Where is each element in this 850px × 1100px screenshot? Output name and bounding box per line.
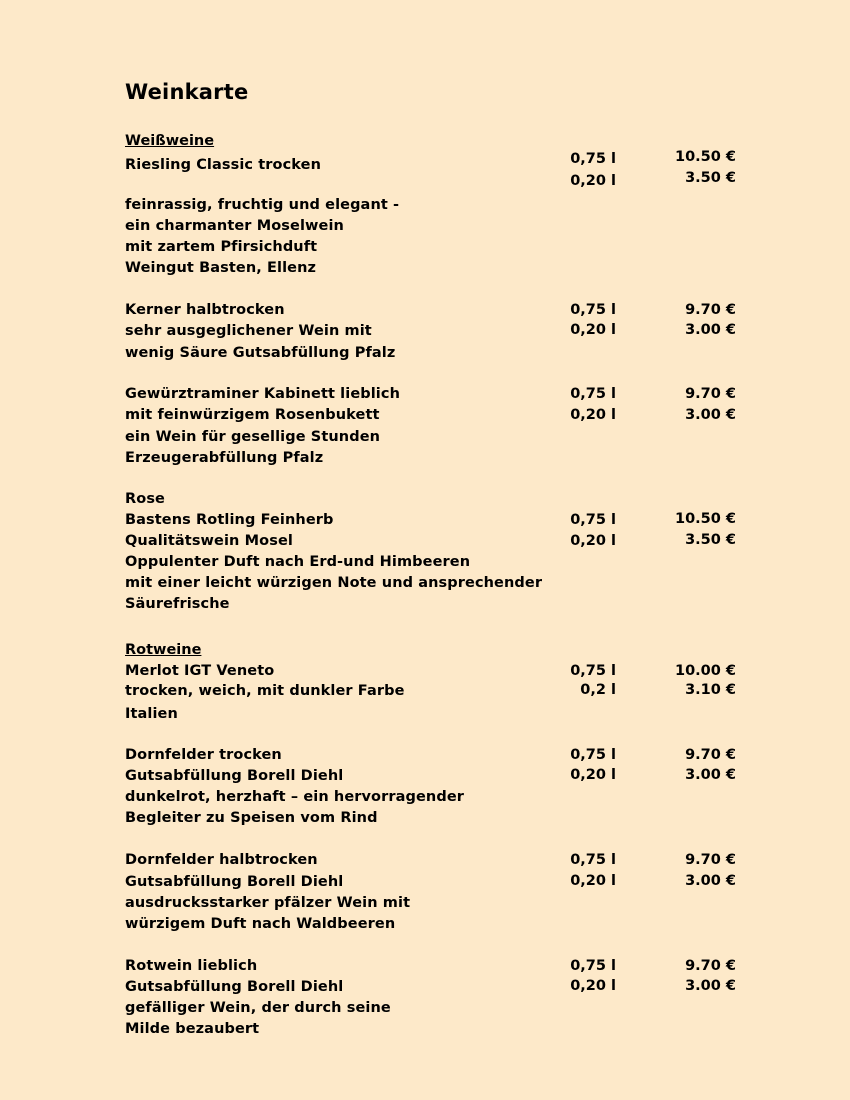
wine-volume: 0,2 l — [580, 682, 616, 698]
wine-price: 3.50 € — [685, 170, 736, 186]
wine-description: Gutsabfüllung Borell Diehl — [125, 768, 344, 784]
wine-price: 3.00 € — [685, 767, 736, 783]
wine-description: Säurefrische — [125, 596, 230, 612]
wine-name: Merlot IGT Veneto — [125, 663, 275, 679]
wine-price: 10.00 € — [674, 663, 736, 679]
wine-price: 9.70 € — [685, 302, 736, 318]
wine-description: trocken, weich, mit dunkler Farbe — [125, 683, 405, 699]
wine-description: Italien — [125, 706, 178, 722]
wine-description: würzigem Duft nach Waldbeeren — [125, 916, 396, 932]
section-heading-rotweine: Rotweine — [125, 642, 202, 658]
wine-volume: 0,20 l — [570, 533, 616, 549]
wine-price: 3.50 € — [685, 532, 736, 548]
wine-volume: 0,75 l — [570, 302, 616, 318]
wine-volume: 0,75 l — [570, 663, 616, 679]
wine-volume: 0,20 l — [570, 873, 616, 889]
wine-volume: 0,20 l — [570, 978, 616, 994]
wine-description: dunkelrot, herzhaft – ein hervorragender — [125, 789, 465, 805]
wine-name: Dornfelder trocken — [125, 747, 282, 763]
wine-volume: 0,20 l — [570, 173, 616, 189]
wine-name: Gewürztraminer Kabinett lieblich — [125, 386, 400, 402]
wine-description: Qualitätswein Mosel — [125, 533, 293, 549]
wine-description: sehr ausgeglichener Wein mit — [125, 323, 372, 339]
wine-price: 9.70 € — [685, 386, 736, 402]
wine-price: 3.00 € — [685, 407, 736, 423]
wine-volume: 0,20 l — [570, 322, 616, 338]
wine-volume: 0,20 l — [570, 407, 616, 423]
wine-volume: 0,75 l — [570, 852, 616, 868]
wine-name: Rotwein lieblich — [125, 958, 258, 974]
wine-description: mit zartem Pfirsichduft — [125, 239, 318, 255]
wine-description: ausdrucksstarker pfälzer Wein mit — [125, 895, 411, 911]
wine-volume: 0,20 l — [570, 767, 616, 783]
page-title: Weinkarte — [125, 80, 249, 104]
wine-volume: 0,75 l — [570, 512, 616, 528]
section-heading-weissweine: Weißweine — [125, 133, 215, 149]
wine-price: 9.70 € — [685, 958, 736, 974]
wine-name: Bastens Rotling Feinherb — [125, 512, 334, 528]
wine-price: 10.50 € — [674, 149, 736, 165]
wine-description: Gutsabfüllung Borell Diehl — [125, 979, 344, 995]
wine-price: 9.70 € — [685, 747, 736, 763]
wine-description: gefälliger Wein, der durch seine — [125, 1000, 391, 1016]
wine-price: 9.70 € — [685, 852, 736, 868]
wine-description: mit feinwürzigem Rosenbukett — [125, 407, 380, 423]
wine-volume: 0,75 l — [570, 386, 616, 402]
wine-description: ein Wein für gesellige Stunden — [125, 429, 381, 445]
wine-description: Weingut Basten, Ellenz — [125, 260, 317, 276]
wine-volume: 0,75 l — [570, 151, 616, 167]
wine-description: Begleiter zu Speisen vom Rind — [125, 810, 378, 826]
wine-description: Erzeugerabfüllung Pfalz — [125, 450, 324, 466]
wine-description: Gutsabfüllung Borell Diehl — [125, 874, 344, 890]
wine-volume: 0,75 l — [570, 958, 616, 974]
wine-description: Milde bezaubert — [125, 1021, 260, 1037]
wine-price: 3.00 € — [685, 978, 736, 994]
wine-description: ein charmanter Moselwein — [125, 218, 344, 234]
wine-category: Rose — [125, 491, 165, 507]
wine-price: 3.00 € — [685, 873, 736, 889]
wine-name: Dornfelder halbtrocken — [125, 852, 318, 868]
wine-volume: 0,75 l — [570, 747, 616, 763]
wine-price: 10.50 € — [674, 511, 736, 527]
wine-description: mit einer leicht würzigen Note und ansprechender — [125, 575, 543, 591]
wine-description: wenig Säure Gutsabfüllung Pfalz — [125, 345, 396, 361]
wine-price: 3.00 € — [685, 322, 736, 338]
wine-name: Kerner halbtrocken — [125, 302, 285, 318]
wine-description: Oppulenter Duft nach Erd-und Himbeeren — [125, 554, 471, 570]
wine-price: 3.10 € — [685, 682, 736, 698]
wine-description: feinrassig, fruchtig und elegant - — [125, 197, 400, 213]
wine-name: Riesling Classic trocken — [125, 157, 322, 173]
